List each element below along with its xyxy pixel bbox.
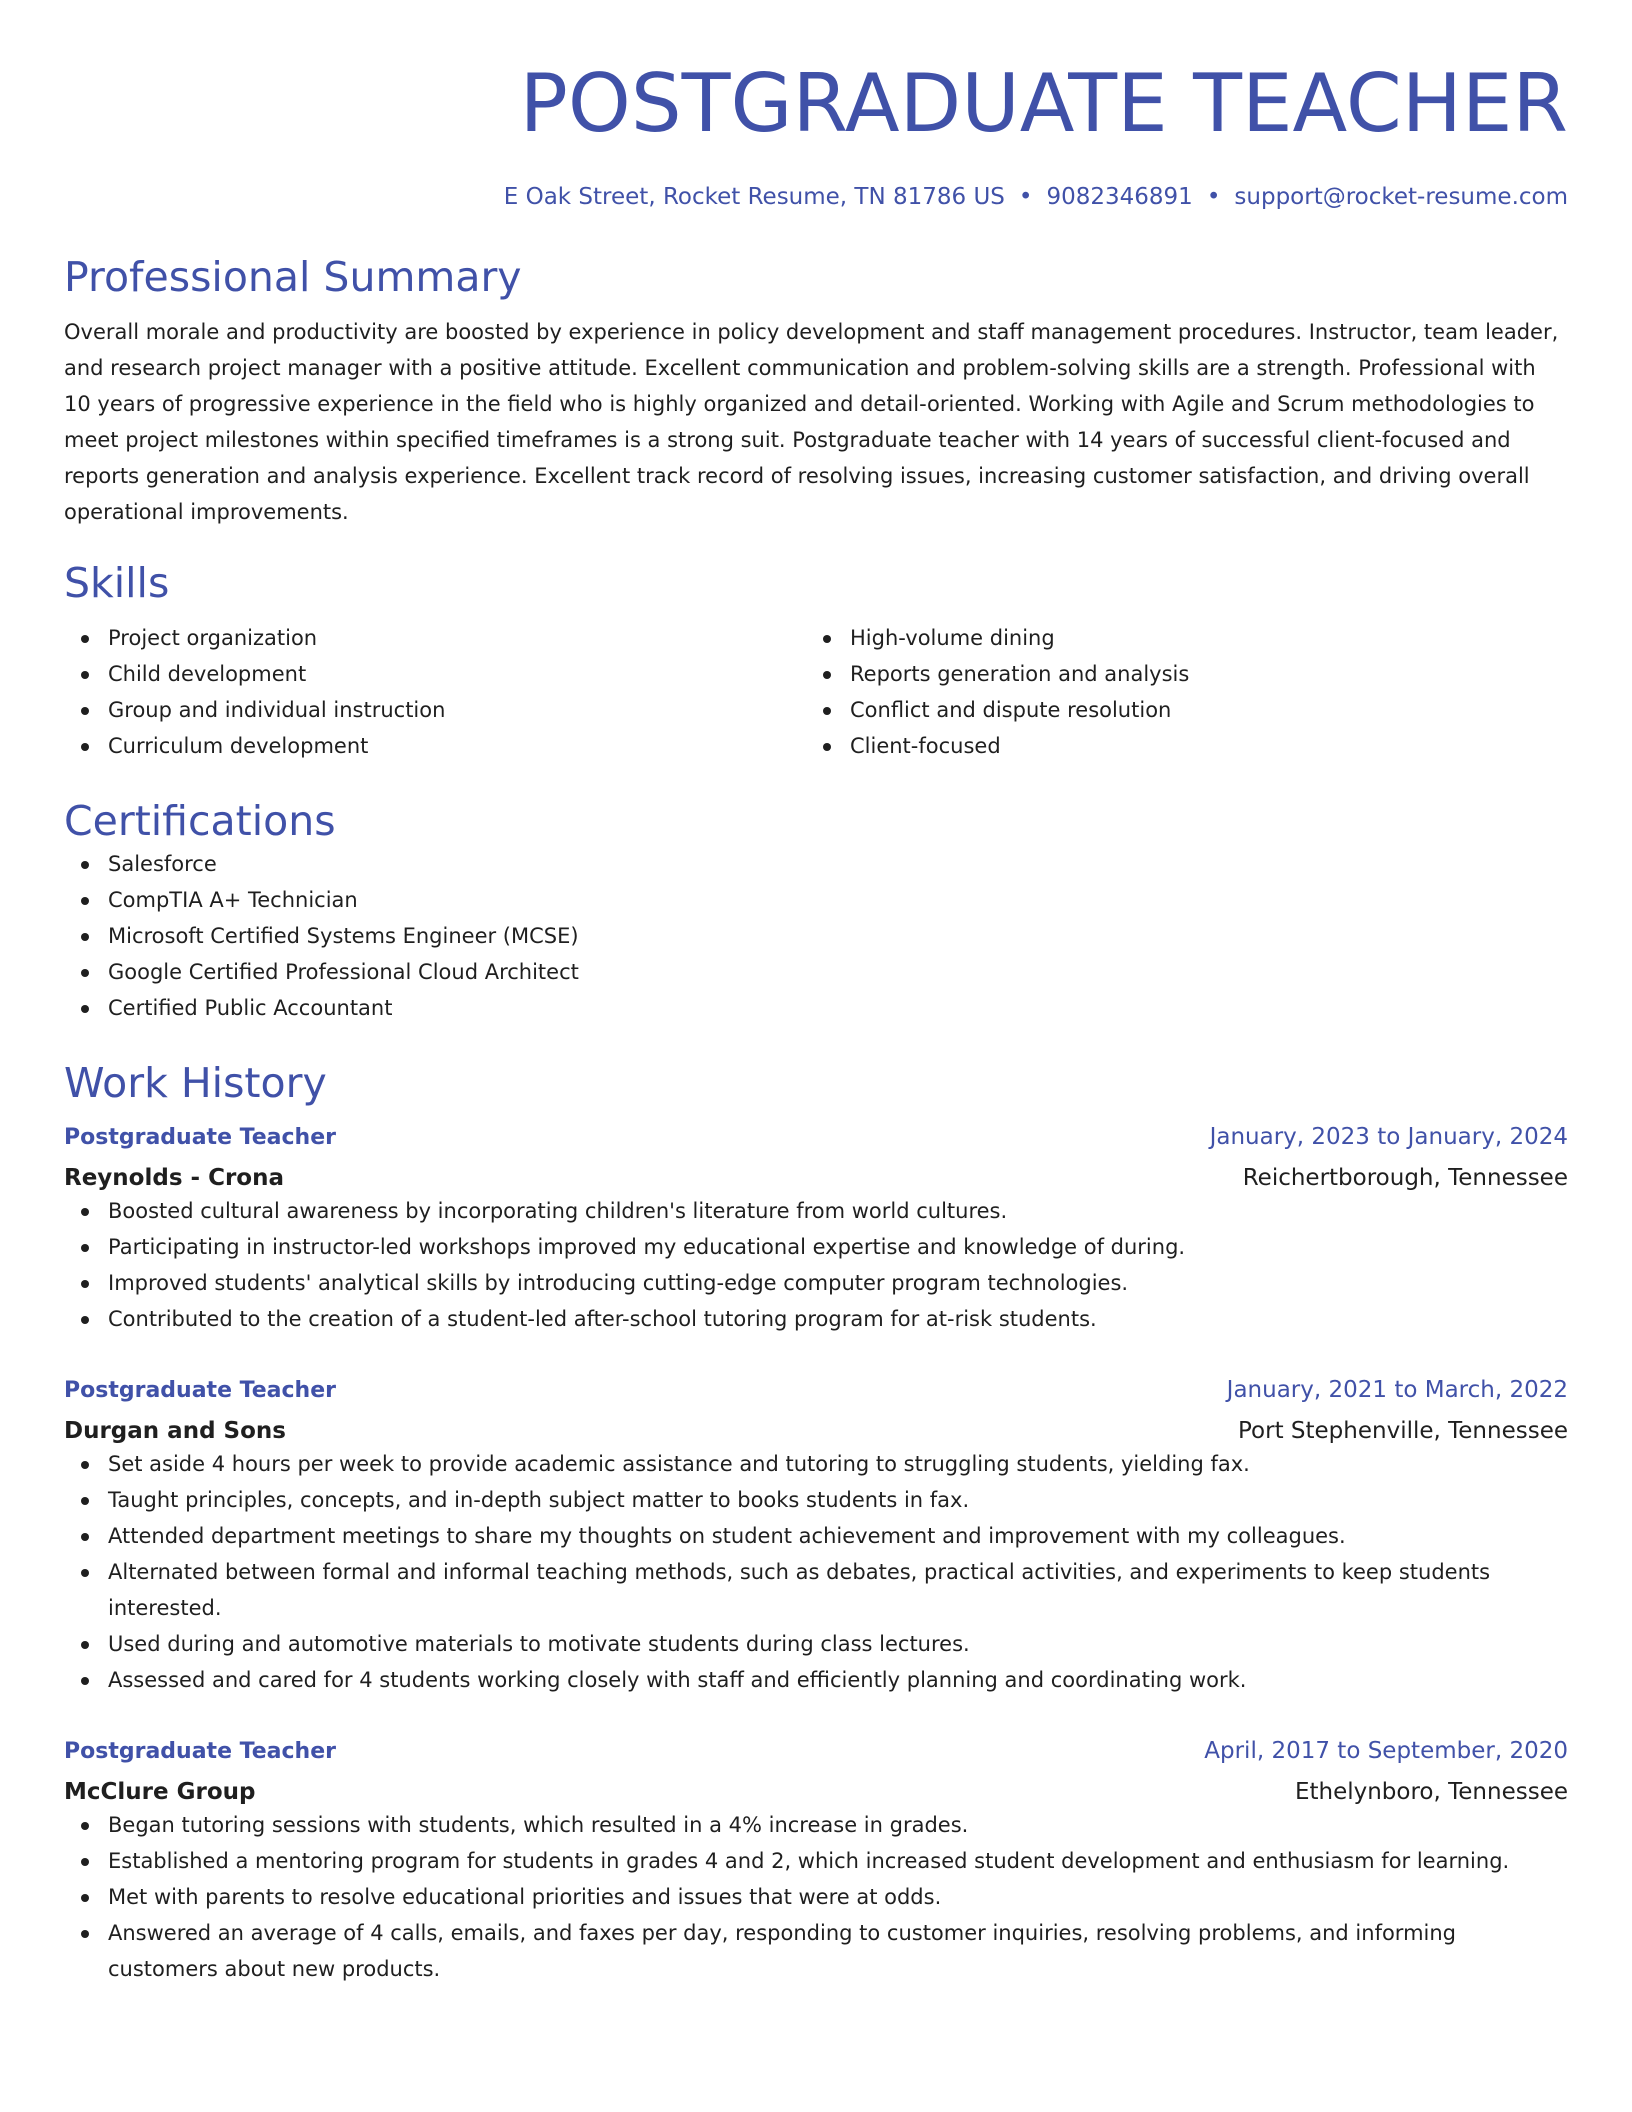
job-header <box>64 1375 1568 1406</box>
skill-item: Group and individual instruction <box>64 692 806 728</box>
contact-line <box>64 182 1568 212</box>
contact-address: E Oak Street, Rocket Resume, TN 81786 US <box>503 184 1005 210</box>
certifications-list <box>64 846 1568 1026</box>
job-company: McClure Group <box>64 1779 256 1805</box>
job-dates: April, 2017 to September, 2020 <box>1204 1738 1568 1764</box>
job-bullet: Began tutoring sessions with students, which resulted in a 4% increase in grades. <box>64 1807 1568 1843</box>
job-subheader <box>64 1163 1568 1193</box>
resume-name: POSTGRADUATE TEACHER <box>519 57 1568 150</box>
job-bullet: Boosted cultural awareness by incorporating children's literature from world cultures. <box>64 1193 1568 1229</box>
job-subheader <box>64 1777 1568 1807</box>
job-title: Postgraduate Teacher <box>64 1125 336 1150</box>
skill-item: High-volume dining <box>806 620 1548 656</box>
summary-text: Overall morale and productivity are boosted by experience in policy development and staff management procedures. Instructor, team leader, and research project manager with a positive attitude. Excellent communication and problem-solving skills are a strength. Professional with 10 years of progressive experience in the field who is highly organized and detail-oriented. Working with Agile and Scrum methodologies to meet project milestones within specified timeframes is a strong suit. Postgraduate teacher with 14 years of successful client-focused and reports generation and analysis experience. Excellent track record of resolving issues, increasing customer satisfaction, and driving overall operational improvements. <box>64 320 1559 524</box>
job-subheader <box>64 1416 1568 1446</box>
skills-grid <box>64 620 1568 764</box>
job-dates: January, 2023 to January, 2024 <box>1209 1124 1568 1150</box>
certification-item: Microsoft Certified Systems Engineer (MCSE) <box>64 918 1568 954</box>
job-location: Reichertborough, Tennessee <box>1242 1165 1568 1191</box>
job-location: Port Stephenville, Tennessee <box>1238 1418 1568 1444</box>
job-bullet: Set aside 4 hours per week to provide academic assistance and tutoring to struggling students, yielding fax. <box>64 1446 1568 1482</box>
skill-item: Reports generation and analysis <box>806 656 1548 692</box>
job-bullet: Established a mentoring program for students in grades 4 and 2, which increased student development and enthusiasm for learning. <box>64 1843 1568 1879</box>
certification-item: Certified Public Accountant <box>64 990 1568 1026</box>
job-bullet: Attended department meetings to share my thoughts on student achievement and improvement with my colleagues. <box>64 1518 1568 1554</box>
job-bullet: Met with parents to resolve educational priorities and issues that were at odds. <box>64 1879 1568 1915</box>
work-history-heading: Work History <box>64 1059 327 1107</box>
resume-page <box>64 0 1568 1987</box>
skill-item: Project organization <box>64 620 806 656</box>
contact-email[interactable]: support@rocket-resume.com <box>1234 184 1568 210</box>
job-header <box>64 1736 1568 1767</box>
certification-item: CompTIA A+ Technician <box>64 882 1568 918</box>
job-bullet-list <box>64 1193 1568 1337</box>
skills-right-list <box>806 620 1548 764</box>
job-bullet: Participating in instructor-led workshops improved my educational expertise and knowledge of during. <box>64 1229 1568 1265</box>
job-header <box>64 1122 1568 1153</box>
job-entry <box>64 1736 1568 1987</box>
job-bullet-list <box>64 1807 1568 1987</box>
skill-item: Child development <box>64 656 806 692</box>
summary-heading: Professional Summary <box>64 253 522 301</box>
contact-separator: • <box>1206 184 1221 210</box>
job-bullet-list <box>64 1446 1568 1698</box>
job-company: Reynolds - Crona <box>64 1165 284 1191</box>
certification-item: Google Certified Professional Cloud Architect <box>64 954 1568 990</box>
job-location: Ethelynboro, Tennessee <box>1294 1779 1568 1805</box>
job-bullet: Assessed and cared for 4 students working closely with staff and efficiently planning and coordinating work. <box>64 1662 1568 1698</box>
job-bullet: Contributed to the creation of a student-led after-school tutoring program for at-risk students. <box>64 1301 1568 1337</box>
job-bullet: Used during and automotive materials to motivate students during class lectures. <box>64 1626 1568 1662</box>
job-title: Postgraduate Teacher <box>64 1378 336 1403</box>
job-bullet: Improved students' analytical skills by introducing cutting-edge computer program technologies. <box>64 1265 1568 1301</box>
job-bullet: Answered an average of 4 calls, emails, and faxes per day, responding to customer inquiries, resolving problems, and informing customers about new products. <box>64 1915 1568 1987</box>
job-bullet: Taught principles, concepts, and in-depth subject matter to books students in fax. <box>64 1482 1568 1518</box>
certification-item: Salesforce <box>64 846 1568 882</box>
skill-item: Client-focused <box>806 728 1548 764</box>
contact-separator: • <box>1018 184 1033 210</box>
skill-item: Conflict and dispute resolution <box>806 692 1548 728</box>
job-entry <box>64 1122 1568 1337</box>
skills-heading: Skills <box>64 559 170 607</box>
job-bullet: Alternated between formal and informal teaching methods, such as debates, practical activities, and experiments to keep students interested. <box>64 1554 1568 1626</box>
job-company: Durgan and Sons <box>64 1418 286 1444</box>
contact-phone: 9082346891 <box>1046 184 1193 210</box>
job-dates: January, 2021 to March, 2022 <box>1226 1377 1568 1403</box>
job-entry <box>64 1375 1568 1698</box>
certifications-heading: Certifications <box>64 797 336 845</box>
skills-left-list <box>64 620 806 764</box>
skill-item: Curriculum development <box>64 728 806 764</box>
job-title: Postgraduate Teacher <box>64 1739 336 1764</box>
